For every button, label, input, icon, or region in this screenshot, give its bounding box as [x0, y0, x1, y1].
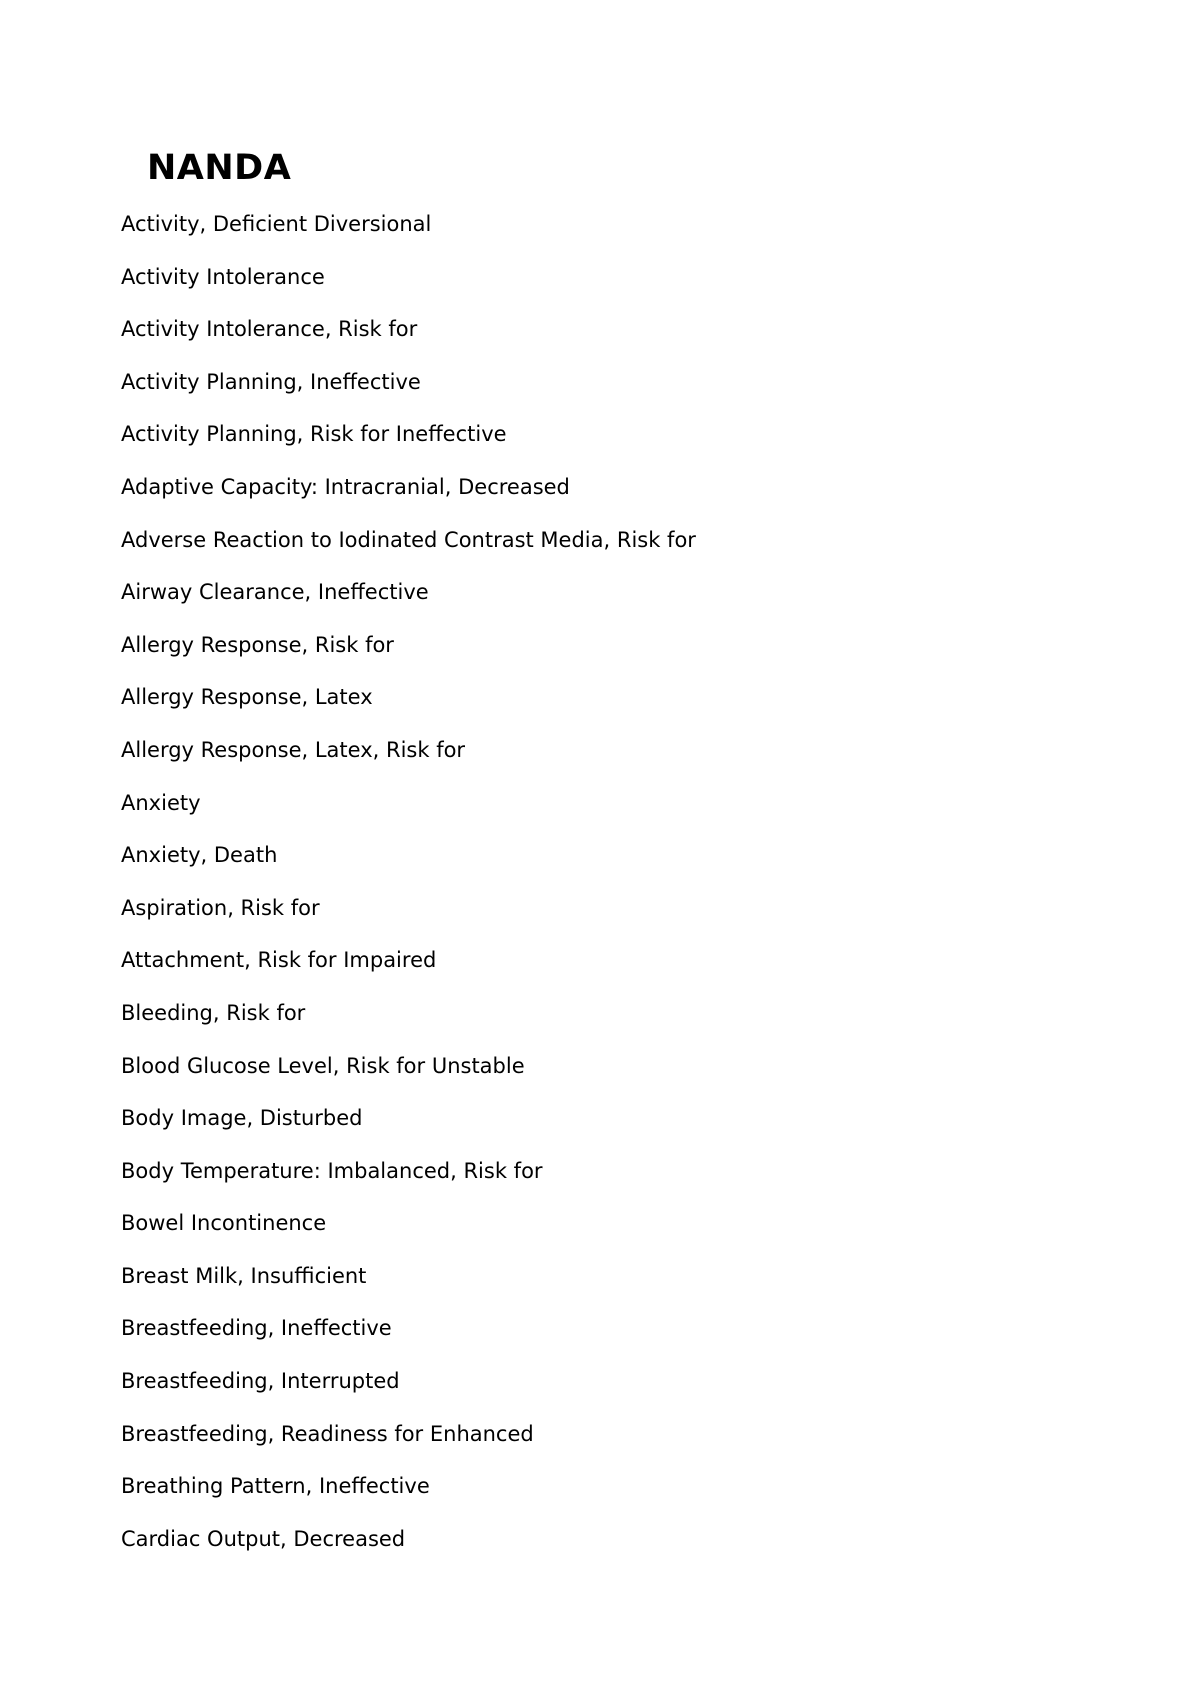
list-item: Airway Clearance, Ineffective [121, 580, 429, 605]
list-item: Adverse Reaction to Iodinated Contrast Media, Risk for [121, 527, 696, 552]
list-item: Body Image, Disturbed [121, 1106, 363, 1131]
list-item: Breast Milk, Insufficient [121, 1263, 367, 1288]
diagnosis-list [121, 208, 696, 1575]
list-item: Bowel Incontinence [121, 1211, 327, 1236]
list-item: Aspiration, Risk for [121, 895, 320, 920]
list-item: Blood Glucose Level, Risk for Unstable [121, 1053, 525, 1078]
list-item: Activity Intolerance [121, 264, 325, 289]
list-item: Breastfeeding, Ineffective [121, 1316, 392, 1341]
list-item: Breastfeeding, Readiness for Enhanced [121, 1421, 534, 1446]
list-item: Activity Planning, Risk for Ineffective [121, 422, 507, 447]
list-item: Activity Planning, Ineffective [121, 369, 421, 394]
list-item: Allergy Response, Latex, Risk for [121, 737, 466, 762]
document-title: NANDA [147, 148, 292, 188]
list-item: Activity, Deficient Diversional [121, 212, 432, 236]
list-item: Cardiac Output, Decreased [121, 1526, 406, 1551]
list-item: Attachment, Risk for Impaired [121, 948, 437, 973]
list-item: Breathing Pattern, Ineffective [121, 1474, 430, 1499]
list-item: Body Temperature: Imbalanced, Risk for [121, 1158, 543, 1183]
list-item: Anxiety [121, 790, 201, 815]
list-item: Anxiety, Death [121, 843, 278, 868]
list-item: Adaptive Capacity: Intracranial, Decreased [121, 474, 570, 499]
list-item: Allergy Response, Risk for [121, 632, 394, 657]
list-item: Bleeding, Risk for [121, 1000, 306, 1025]
list-item: Breastfeeding, Interrupted [121, 1369, 400, 1394]
list-item: Allergy Response, Latex [121, 685, 373, 710]
list-item: Activity Intolerance, Risk for [121, 317, 418, 342]
